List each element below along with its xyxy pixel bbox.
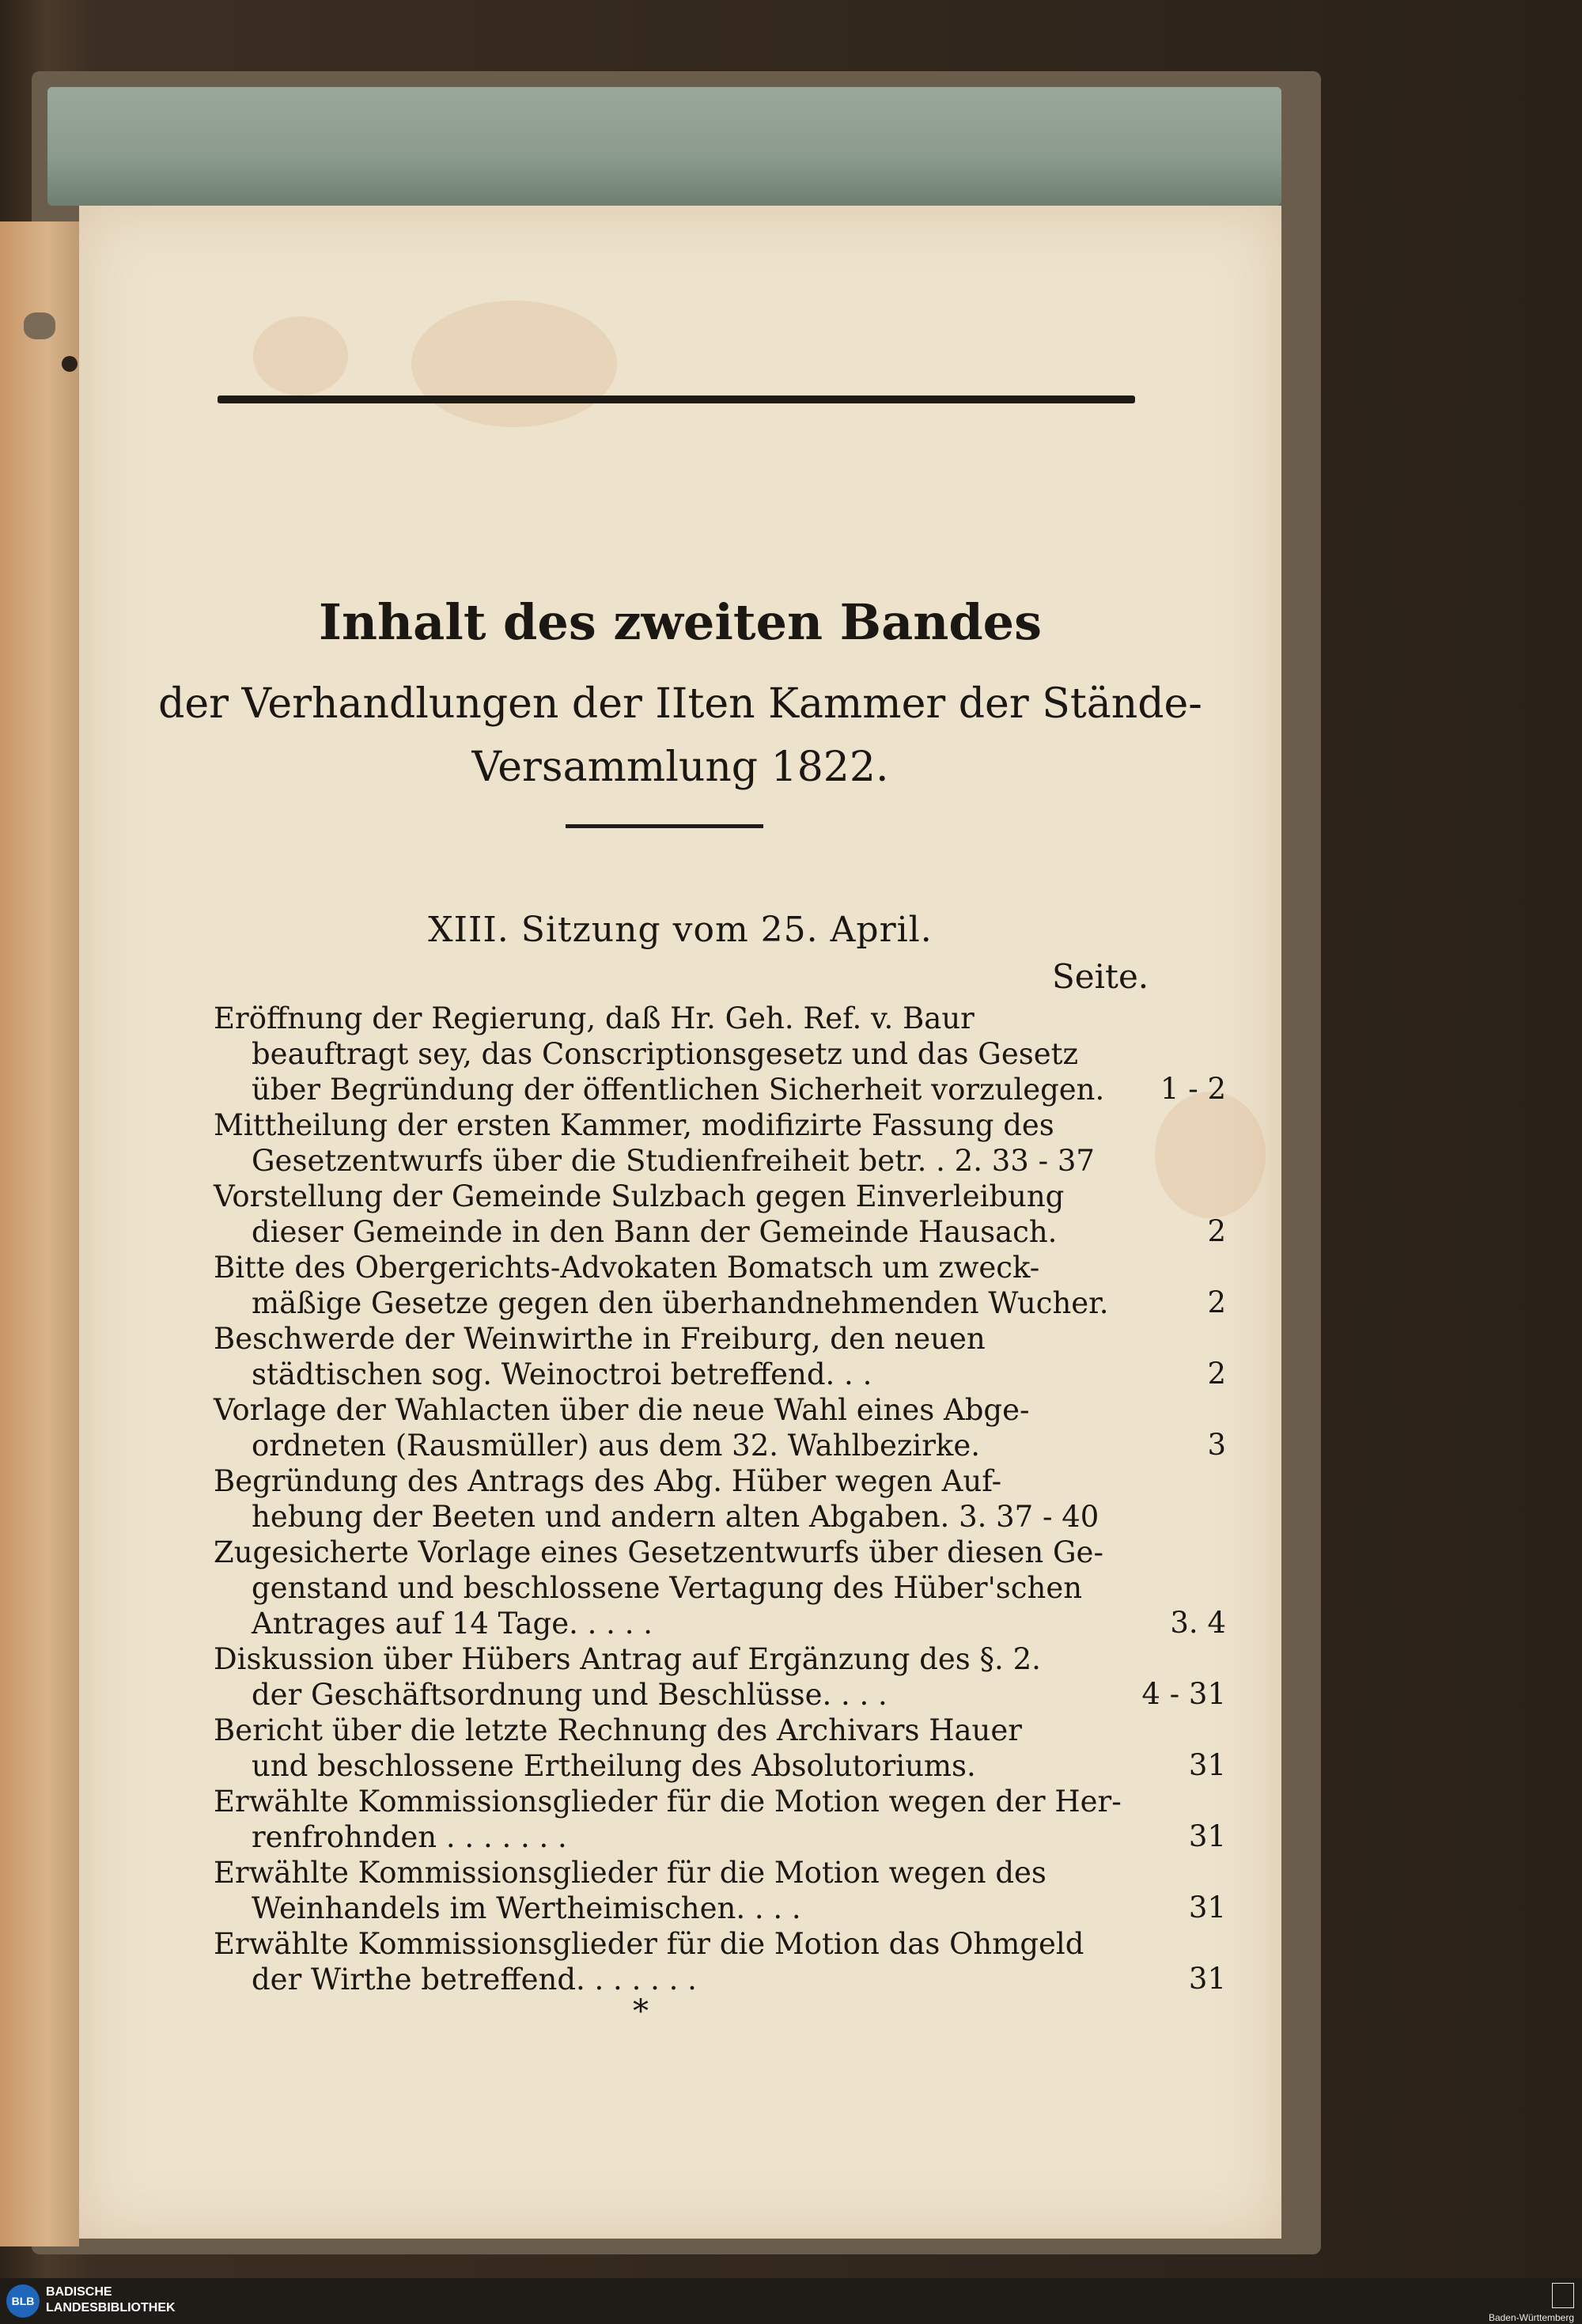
signature-mark: * [633,1993,649,2030]
toc-entry-line: Antrages auf 14 Tage. . . . . [252,1607,653,1641]
toc-entry-line: Begründung des Antrags des Abg. Hüber wegen Auf- [214,1464,1002,1498]
toc-entry-line: Bericht über die letzte Rechnung des Archivars Hauer [214,1713,1022,1747]
footer-bar [0,2278,1582,2324]
ink-blot [24,312,55,339]
toc-entry-page: 3. 4 [1170,1606,1226,1640]
toc-entry-line: Weinhandels im Wertheimischen. . . . [252,1891,801,1925]
toc-entry-line: mäßige Gesetze gegen den überhandnehmenden Wucher. [252,1286,1109,1320]
toc-entry-line: Mittheilung der ersten Kammer, modifizirte Fassung des [214,1108,1054,1142]
toc-entry-line: Vorlage der Wahlacten über die neue Wahl eines Abge- [214,1393,1030,1427]
book-page [79,206,1281,2239]
state-logo [1489,2283,1574,2323]
toc-entry-page: 31 [1188,1819,1226,1853]
top-rule [218,396,1135,403]
toc-entry-line: Eröffnung der Regierung, daß Hr. Geh. Ref. v. Baur [214,1001,975,1035]
toc-entry-line: städtischen sog. Weinoctroi betreffend. . . [252,1357,872,1391]
toc-entry [214,1926,1226,1997]
title-divider [566,824,763,828]
toc-entry-line: Vorstellung der Gemeinde Sulzbach gegen Einverleibung [214,1179,1065,1213]
toc-entry-line: Erwählte Kommissionsglieder für die Motion das Ohmgeld [214,1927,1084,1961]
toc-entry [214,1321,1226,1392]
toc-entry-line: ordneten (Rausmüller) aus dem 32. Wahlbezirke. [252,1429,980,1463]
coat-of-arms-icon [1552,2283,1574,2308]
toc-entry-page: 2 [1207,1214,1226,1248]
table-of-contents [214,1001,1226,1997]
page-subtitle-line-2: Versammlung 1822. [471,744,889,791]
toc-entry [214,1001,1226,1107]
paper-stain [411,301,617,427]
toc-entry-page: 2 [1207,1285,1226,1319]
toc-entry-line: Zugesicherte Vorlage eines Gesetzentwurfs über diesen Ge- [214,1535,1103,1569]
toc-entry-page: 31 [1188,1962,1226,1996]
toc-entry-line: Diskussion über Hübers Antrag auf Ergänzung des §. 2. [214,1642,1041,1676]
session-heading: XIII. Sitzung vom 25. April. [428,910,933,950]
toc-entry [214,1535,1226,1641]
toc-entry [214,1107,1226,1179]
toc-entry-line: dieser Gemeinde in den Bann der Gemeinde Hausach. [252,1215,1058,1249]
toc-entry [214,1641,1226,1713]
toc-entry [214,1250,1226,1321]
library-logo-icon: BLB [6,2284,40,2318]
page-title: Inhalt des zweiten Bandes [318,593,1043,651]
page-block-edge [47,87,1281,206]
library-name [46,2284,176,2316]
toc-entry [214,1179,1226,1250]
toc-entry [214,1855,1226,1926]
toc-entry [214,1463,1226,1535]
toc-entry-line: Bitte des Obergerichts-Advokaten Bomatsch um zweck- [214,1251,1040,1285]
page-subtitle-line-1: der Verhandlungen der IIten Kammer der Stände- [158,680,1202,728]
toc-entry-line: hebung der Beeten und andern alten Abgaben. 3. 37 - 40 [252,1500,1099,1534]
paper-stain [253,316,348,396]
library-name-line-1: BADISCHE [46,2285,112,2299]
toc-entry [214,1713,1226,1784]
toc-entry-line: der Geschäftsordnung und Beschlüsse. . . . [252,1678,888,1712]
toc-entry-page: 2 [1207,1357,1226,1391]
toc-entry-line: Erwählte Kommissionsglieder für die Motion wegen des [214,1856,1046,1890]
library-name-line-2: LANDESBIBLIOTHEK [46,2301,176,2315]
toc-entry-line: genstand und beschlossene Vertagung des Hüber'schen [252,1571,1083,1605]
toc-entry-line: Gesetzentwurfs über die Studienfreiheit betr. . 2. 33 - 37 [252,1144,1095,1178]
state-label: Baden-Württemberg [1488,2312,1574,2323]
toc-entry-page: 31 [1188,1891,1226,1925]
page-column-label: Seite. [1052,957,1149,996]
toc-entry-line: über Begründung der öffentlichen Sicherheit vorzulegen. [252,1073,1105,1107]
toc-entry-line: renfrohnden . . . . . . . [252,1820,567,1854]
toc-entry-line: und beschlossene Ertheilung des Absolutoriums. [252,1749,976,1783]
left-page-edge [0,221,79,2246]
toc-entry-page: 1 - 2 [1160,1072,1226,1106]
ink-dot [62,356,78,372]
toc-entry [214,1784,1226,1855]
toc-entry-page: 3 [1207,1428,1226,1462]
toc-entry-page: 4 - 31 [1141,1677,1226,1711]
toc-entry-line: Erwählte Kommissionsglieder für die Motion wegen der Her- [214,1785,1122,1819]
toc-entry [214,1392,1226,1463]
toc-entry-line: beauftragt sey, das Conscriptionsgesetz und das Gesetz [252,1037,1078,1071]
toc-entry-line: der Wirthe betreffend. . . . . . . [252,1963,697,1997]
toc-entry-line: Beschwerde der Weinwirthe in Freiburg, den neuen [214,1322,986,1356]
toc-entry-page: 31 [1188,1748,1226,1782]
